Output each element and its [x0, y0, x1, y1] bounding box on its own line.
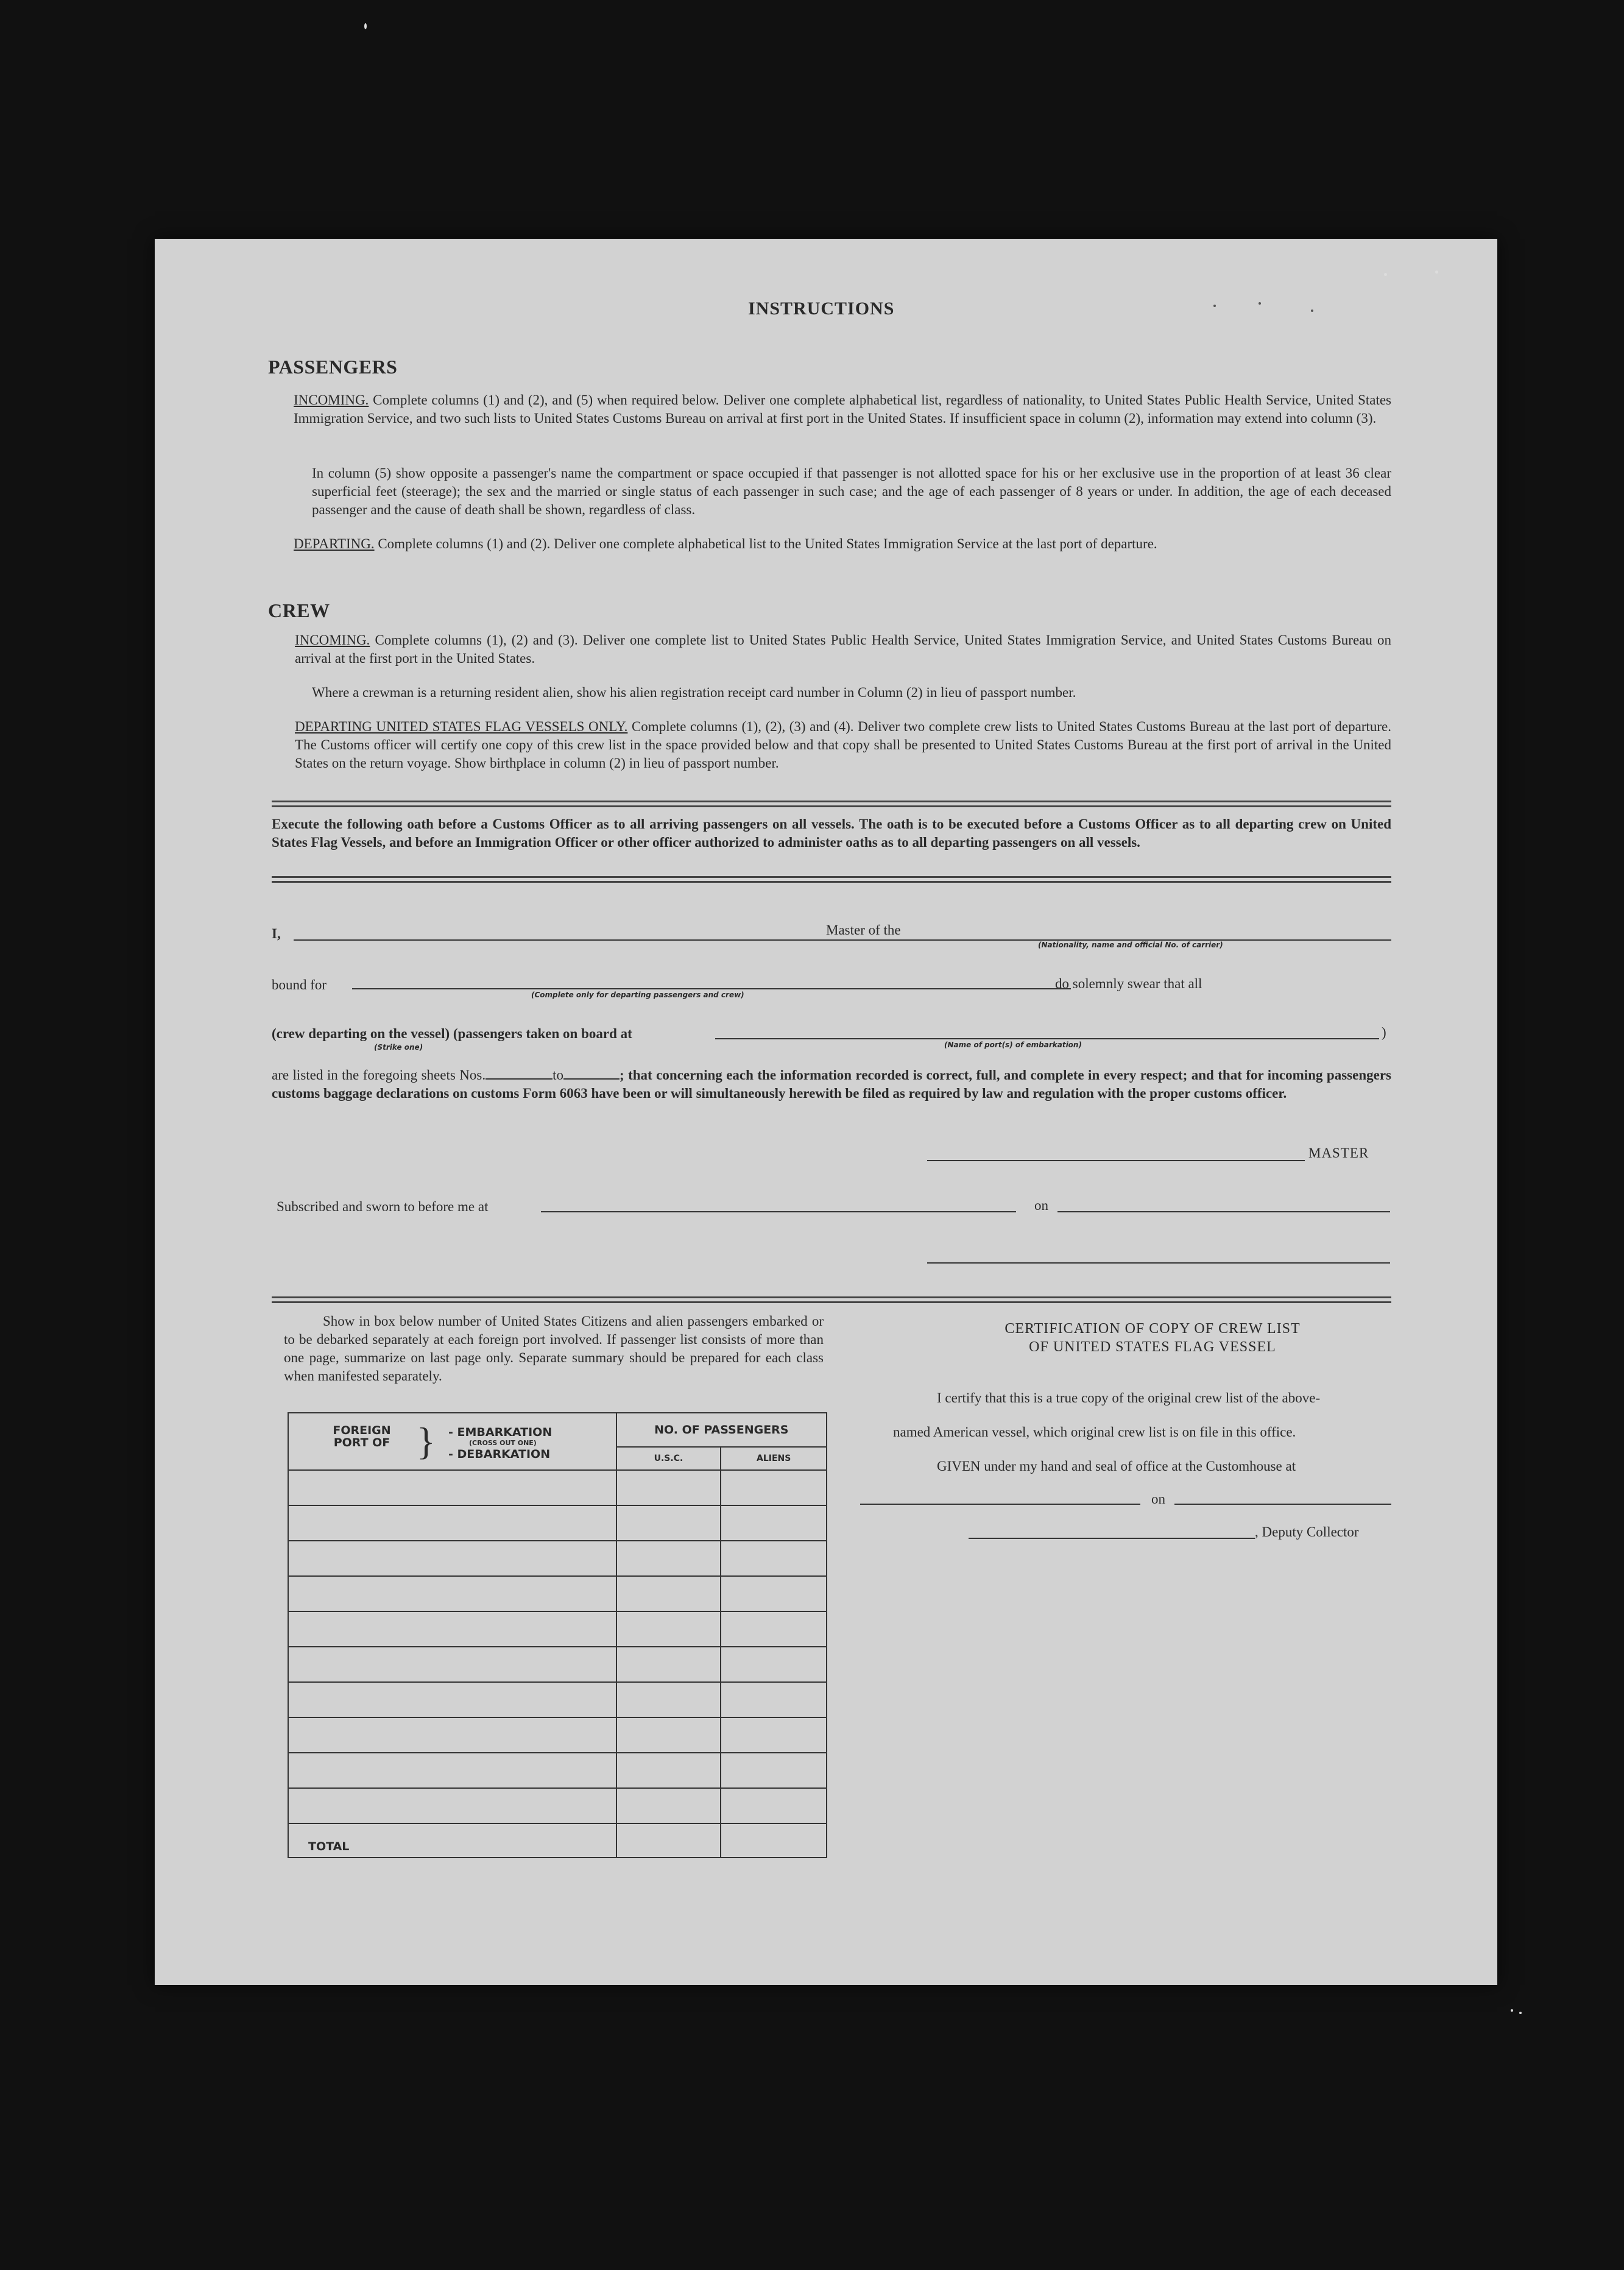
subscribed-label: Subscribed and sworn to before me at — [277, 1199, 489, 1214]
double-rule — [272, 876, 1391, 878]
ports-field[interactable] — [715, 1038, 1379, 1039]
crew-departing-label: DEPARTING UNITED STATES FLAG VESSELS ONLY. — [295, 719, 628, 734]
usc-cell[interactable] — [616, 1541, 721, 1576]
double-rule — [272, 1296, 1391, 1298]
brace-icon: } — [417, 1420, 436, 1463]
listed-prefix: are listed in the foregoing sheets Nos. — [272, 1067, 486, 1083]
certification-title-line2: OF UNITED STATES FLAG VESSEL — [1029, 1339, 1276, 1355]
double-rule — [272, 1301, 1391, 1303]
table-row — [288, 1788, 827, 1823]
passengers-incoming-paragraph — [294, 391, 1391, 428]
port-cell[interactable] — [288, 1682, 616, 1717]
scan-speck — [1511, 2009, 1513, 2012]
port-cell[interactable] — [288, 1470, 616, 1505]
passengers-incoming-text: Complete columns (1) and (2), and (5) when required below. Deliver one complete alphabetical list, regardless of nationality, to United States Public Health Service, United States Immigration Service, and two such lists to United States Customs Bureau on arrival at first port in the United States. If insufficient space in column (2), information may extend into column (3). — [294, 392, 1392, 426]
table-row — [288, 1470, 827, 1505]
deputy-collector-label: , Deputy Collector — [1255, 1524, 1359, 1540]
close-paren: ) — [1382, 1025, 1386, 1040]
table-row — [288, 1753, 827, 1788]
port-cell[interactable] — [288, 1647, 616, 1682]
scan-speck — [1519, 2012, 1522, 2014]
form-page — [155, 239, 1497, 1985]
certification-date-field[interactable] — [1174, 1504, 1391, 1505]
crew-heading: CREW — [268, 599, 330, 621]
scan-speck — [1384, 273, 1387, 276]
embarkation-label: - EMBARKATION — [448, 1426, 553, 1439]
aliens-total-cell[interactable] — [721, 1823, 827, 1858]
cross-out-note: (CROSS OUT ONE) — [469, 1439, 537, 1447]
sworn-on-label: on — [1034, 1198, 1048, 1213]
usc-cell[interactable] — [616, 1682, 721, 1717]
instructions-title: INSTRUCTIONS — [748, 299, 895, 319]
aliens-cell[interactable] — [721, 1470, 827, 1505]
ports-note: (Name of port(s) of embarkation) — [944, 1041, 1082, 1049]
master-signature-field[interactable] — [927, 1160, 1305, 1161]
table-row — [288, 1576, 827, 1611]
listed-rest: ; that concerning each the information recorded is correct, full, and complete in every respect; and that for incoming passengers customs baggage declarations on customs Form 6063 have been or will simultaneously herewith be filed as required by law and regulation with the proper customs officer. — [272, 1067, 1391, 1101]
crew-incoming-label: INCOMING. — [295, 632, 370, 648]
port-cell[interactable] — [288, 1611, 616, 1647]
bound-for-label: bound for — [272, 977, 327, 992]
listed-to: to — [553, 1067, 563, 1083]
summary-instructions: Show in box below number of United States Citizens and alien passengers embarked or to be debarked separately at each foreign port involved. If passenger list consists of more than one page, summarize on last page only. Separate summary should be prepared for each class when manifested separately. — [284, 1314, 824, 1384]
customhouse-field[interactable] — [860, 1504, 1140, 1505]
usc-total-cell[interactable] — [616, 1823, 721, 1858]
nationality-note: (Nationality, name and official No. of carrier) — [1038, 941, 1223, 949]
aliens-cell[interactable] — [721, 1682, 827, 1717]
scan-speck — [1213, 305, 1216, 307]
crew-departing-paragraph — [295, 718, 1391, 773]
scan-speck — [364, 23, 367, 29]
usc-cell[interactable] — [616, 1470, 721, 1505]
master-name-field[interactable] — [294, 939, 964, 941]
port-cell[interactable] — [288, 1717, 616, 1753]
listed-paragraph — [272, 1066, 1391, 1103]
usc-cell[interactable] — [616, 1647, 721, 1682]
crew-departing-label: (crew departing on the vessel) (passengers taken on board at — [272, 1026, 632, 1041]
table-row — [288, 1505, 827, 1541]
sheet-from-field[interactable] — [485, 1078, 553, 1080]
bound-for-field[interactable] — [352, 988, 1071, 989]
foreign-port-label: FOREIGN PORT OF — [333, 1424, 391, 1449]
usc-cell[interactable] — [616, 1717, 721, 1753]
usc-cell[interactable] — [616, 1576, 721, 1611]
passengers-departing-text: Complete columns (1) and (2). Deliver one complete alphabetical list to the United States Immigration Service at the last port of departure. — [378, 536, 1157, 551]
sworn-date-field[interactable] — [1057, 1211, 1390, 1212]
double-rule — [272, 805, 1391, 807]
aliens-cell[interactable] — [721, 1611, 827, 1647]
usc-cell[interactable] — [616, 1505, 721, 1541]
aliens-cell[interactable] — [721, 1647, 827, 1682]
oath-intro: Execute the following oath before a Customs Officer as to all arriving passengers on all vessels. The oath is to be executed before a Customs Officer as to all departing crew on United States Flag Vessels, and before an Immigration Officer or other officer authorized to administer oaths as to all departing passengers on all vessels. — [272, 816, 1391, 850]
port-cell[interactable] — [288, 1753, 616, 1788]
oath-i-label: I, — [272, 926, 281, 941]
table-row — [288, 1717, 827, 1753]
table-row — [288, 1647, 827, 1682]
port-cell[interactable] — [288, 1788, 616, 1823]
sheet-to-field[interactable] — [563, 1078, 620, 1080]
usc-header: U.S.C. — [616, 1447, 721, 1470]
scan-speck — [1311, 309, 1313, 312]
double-rule — [272, 881, 1391, 883]
certification-line2: named American vessel, which original crew list is on file in this office. — [893, 1424, 1296, 1440]
aliens-cell[interactable] — [721, 1505, 827, 1541]
certification-line3: GIVEN under my hand and seal of office at the Customhouse at — [937, 1459, 1296, 1474]
usc-cell[interactable] — [616, 1788, 721, 1823]
strike-one-note: (Strike one) — [374, 1043, 423, 1052]
master-of-label: Master of the — [826, 922, 901, 938]
passengers-departing-paragraph — [294, 535, 1391, 553]
aliens-cell[interactable] — [721, 1753, 827, 1788]
usc-cell[interactable] — [616, 1611, 721, 1647]
certification-on-label: on — [1151, 1491, 1165, 1507]
aliens-cell[interactable] — [721, 1788, 827, 1823]
total-label: TOTAL — [288, 1823, 616, 1858]
scan-speck — [1259, 302, 1261, 305]
port-header-cell — [288, 1413, 616, 1470]
total-row — [288, 1823, 827, 1858]
table-row — [288, 1611, 827, 1647]
usc-cell[interactable] — [616, 1753, 721, 1788]
aliens-cell[interactable] — [721, 1576, 827, 1611]
aliens-cell[interactable] — [721, 1717, 827, 1753]
debarkation-label: - DEBARKATION — [448, 1448, 551, 1461]
port-cell[interactable] — [288, 1576, 616, 1611]
table-row — [288, 1682, 827, 1717]
passengers-heading: PASSENGERS — [268, 356, 398, 378]
port-cell[interactable] — [288, 1541, 616, 1576]
swear-label: do solemnly swear that all — [1055, 976, 1202, 991]
crew-incoming-paragraph — [295, 631, 1391, 668]
crew-returning-paragraph: Where a crewman is a returning resident alien, show his alien registration receipt card number in Column (2) in lieu of passport number. — [312, 685, 1076, 700]
passengers-column5-paragraph: In column (5) show opposite a passenger's name the compartment or space occupied if that passenger is not allotted space for his or her exclusive use in the proportion of at least 36 clear superficial feet (steerage); the sex and the married or single status of each passenger in such case; and the age of each passenger of 8 years or under. In addition, the age of each deceased passenger and the cause of death shall be shown, regardless of class. — [312, 465, 1391, 517]
table-row — [288, 1541, 827, 1576]
certification-line1: I certify that this is a true copy of the original crew list of the above- — [937, 1390, 1321, 1405]
aliens-header: ALIENS — [721, 1447, 827, 1470]
sworn-place-field[interactable] — [541, 1211, 1016, 1212]
crew-departing-text: Complete columns (1), (2), (3) and (4). Deliver two complete crew lists to United States Customs Bureau at the last port of departure. The Customs officer will certify one copy of this crew list in the space provided below and that copy shall be presented to United States Customs Bureau at the first port of arrival in the United States on the return voyage. Show birthplace in column (2) in lieu of passport number. — [295, 719, 1392, 771]
crew-incoming-text: Complete columns (1), (2) and (3). Deliver one complete list to United States Public Health Service, United States Immigration Service, and United States Customs Bureau on arrival at the first port in the United States. — [295, 632, 1392, 666]
passenger-summary-table — [288, 1412, 827, 1858]
deputy-signature-field[interactable] — [969, 1538, 1255, 1539]
passengers-incoming-label: INCOMING. — [294, 392, 369, 408]
certification-title-line1: CERTIFICATION OF COPY OF CREW LIST — [1004, 1321, 1301, 1337]
aliens-cell[interactable] — [721, 1541, 827, 1576]
master-signature-label: MASTER — [1308, 1145, 1369, 1161]
scan-speck — [1435, 270, 1438, 274]
port-cell[interactable] — [288, 1505, 616, 1541]
passengers-departing-label: DEPARTING. — [294, 536, 375, 551]
officer-signature-field[interactable] — [927, 1262, 1390, 1264]
certification-title — [915, 1320, 1390, 1356]
double-rule — [272, 801, 1391, 802]
complete-only-note: (Complete only for departing passengers and crew) — [531, 991, 744, 999]
no-passengers-header: NO. OF PASSENGERS — [616, 1413, 827, 1447]
